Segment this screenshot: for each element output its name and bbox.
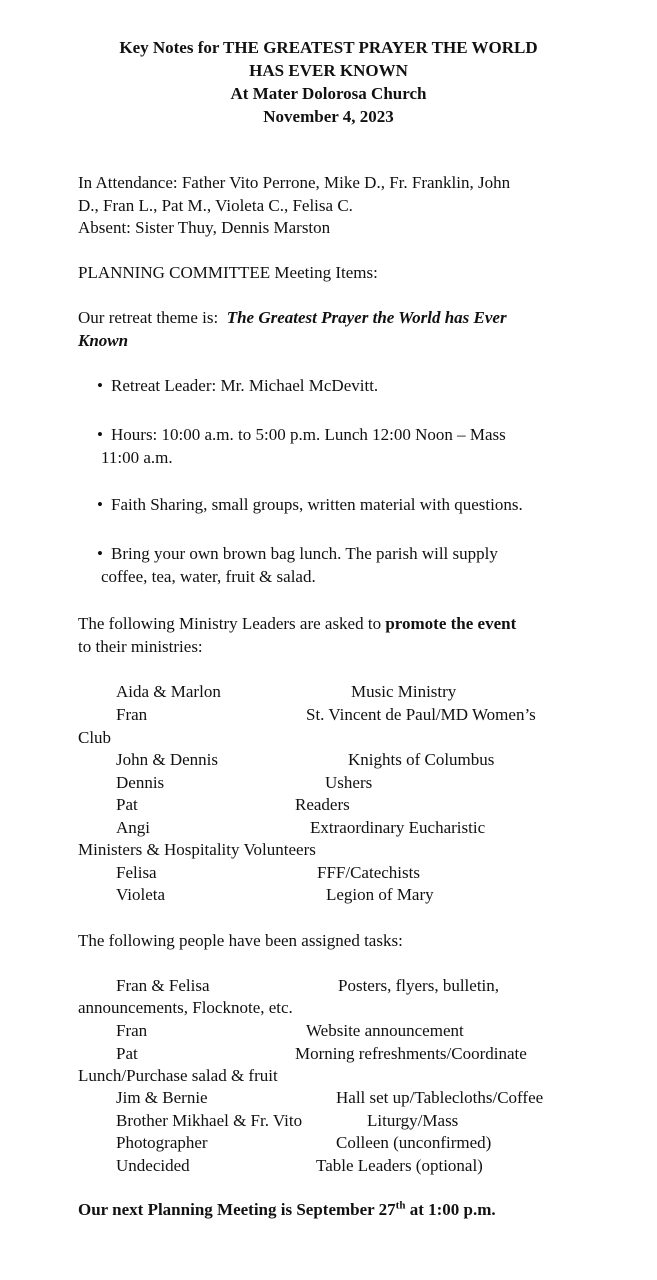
theme-title-line-2: Known bbox=[78, 330, 129, 350]
ministry-name: John & Dennis bbox=[116, 750, 218, 769]
next-meeting bbox=[78, 1199, 588, 1222]
task-assignee: Jim & Bernie bbox=[116, 1088, 208, 1107]
task-description-wrap: Lunch/Purchase salad & fruit bbox=[78, 1066, 278, 1085]
ministry-role: FFF/Catechists bbox=[317, 863, 420, 882]
task-description: Hall set up/Tablecloths/Coffee bbox=[336, 1088, 544, 1107]
task-assignee: Brother Mikhael & Fr. Vito bbox=[116, 1111, 303, 1130]
ministry-name: Pat bbox=[116, 795, 138, 814]
bullet-item bbox=[97, 494, 601, 517]
document-title bbox=[0, 36, 657, 128]
next-meeting-time: at 1:00 p.m. bbox=[405, 1200, 496, 1219]
next-meeting-text: Our next Planning Meeting is September 27 bbox=[78, 1200, 396, 1219]
ministry-role: Music Ministry bbox=[351, 682, 457, 701]
task-assignee: Pat bbox=[116, 1044, 138, 1063]
bullet-item bbox=[97, 375, 601, 398]
bullet-text: Retreat Leader: Mr. Michael McDevitt. bbox=[111, 376, 379, 395]
task-description: Website announcement bbox=[306, 1021, 464, 1040]
ministry-role-wrap: Club bbox=[78, 728, 112, 747]
ministry-name: Aida & Marlon bbox=[116, 682, 221, 701]
title-line-1: Key Notes for THE GREATEST PRAYER THE WORLD bbox=[119, 38, 538, 57]
ministry-name: Felisa bbox=[116, 863, 157, 882]
ministry-role: St. Vincent de Paul/MD Women’s bbox=[306, 705, 536, 724]
task-description: Posters, flyers, bulletin, bbox=[338, 976, 500, 995]
ministry-role: Legion of Mary bbox=[326, 885, 434, 904]
theme-prefix: Our retreat theme is: bbox=[78, 308, 227, 327]
ministry-intro-emphasis: promote the event bbox=[385, 614, 517, 633]
bullet-item bbox=[97, 543, 601, 588]
ministry-name: Dennis bbox=[116, 773, 165, 792]
absent-line: Absent: Sister Thuy, Dennis Marston bbox=[78, 218, 331, 237]
ministry-name: Fran bbox=[116, 705, 148, 724]
section-heading: PLANNING COMMITTEE Meeting Items: bbox=[78, 263, 378, 282]
next-meeting-ordinal: th bbox=[395, 1199, 406, 1212]
attendance-line-1: In Attendance: Father Vito Perrone, Mike D., Fr. Franklin, John bbox=[78, 173, 511, 192]
bullet-icon: • bbox=[97, 495, 103, 514]
task-assignee: Fran & Felisa bbox=[116, 976, 210, 995]
task-description: Colleen (unconfirmed) bbox=[336, 1133, 492, 1152]
attendance-section bbox=[78, 172, 588, 240]
bullet-icon: • bbox=[97, 425, 103, 444]
ministry-role: Readers bbox=[295, 795, 350, 814]
title-line-4: November 4, 2023 bbox=[263, 107, 394, 126]
ministry-intro-line-2: to their ministries: bbox=[78, 636, 203, 656]
bullet-item bbox=[97, 424, 601, 469]
ministry-role: Extraordinary Eucharistic bbox=[310, 818, 486, 837]
task-assignee: Photographer bbox=[116, 1133, 208, 1152]
ministry-role: Ushers bbox=[325, 773, 373, 792]
tasks-intro: The following people have been assigned tasks: bbox=[78, 931, 403, 950]
theme-title-line-1: The Greatest Prayer the World has Ever bbox=[226, 308, 507, 327]
retreat-theme bbox=[78, 307, 588, 352]
bullet-text: Hours: 10:00 a.m. to 5:00 p.m. Lunch 12:00 Noon – Mass bbox=[111, 425, 506, 444]
title-line-3: At Mater Dolorosa Church bbox=[230, 84, 427, 103]
title-line-2: HAS EVER KNOWN bbox=[249, 61, 408, 80]
ministry-role-wrap: Ministers & Hospitality Volunteers bbox=[78, 840, 316, 859]
bullet-text-continued: coffee, tea, water, fruit & salad. bbox=[101, 566, 316, 586]
task-assignee: Fran bbox=[116, 1021, 148, 1040]
task-description: Liturgy/Mass bbox=[367, 1111, 459, 1130]
task-description: Table Leaders (optional) bbox=[316, 1156, 483, 1175]
ministry-intro-prefix: The following Ministry Leaders are asked to bbox=[78, 614, 386, 633]
bullet-icon: • bbox=[97, 376, 103, 395]
ministry-role: Knights of Columbus bbox=[348, 750, 495, 769]
ministry-name: Angi bbox=[116, 818, 150, 837]
ministry-intro bbox=[78, 613, 588, 658]
bullet-text-continued: 11:00 a.m. bbox=[101, 447, 173, 467]
bullet-text: Bring your own brown bag lunch. The parish will supply bbox=[111, 544, 498, 563]
task-assignee: Undecided bbox=[116, 1156, 190, 1175]
bullet-text: Faith Sharing, small groups, written material with questions. bbox=[111, 495, 523, 514]
attendance-line-2: D., Fran L., Pat M., Violeta C., Felisa C. bbox=[78, 195, 353, 215]
task-description-wrap: announcements, Flocknote, etc. bbox=[78, 998, 293, 1017]
task-description: Morning refreshments/Coordinate bbox=[295, 1044, 527, 1063]
ministry-name: Violeta bbox=[116, 885, 166, 904]
bullet-icon: • bbox=[97, 544, 103, 563]
